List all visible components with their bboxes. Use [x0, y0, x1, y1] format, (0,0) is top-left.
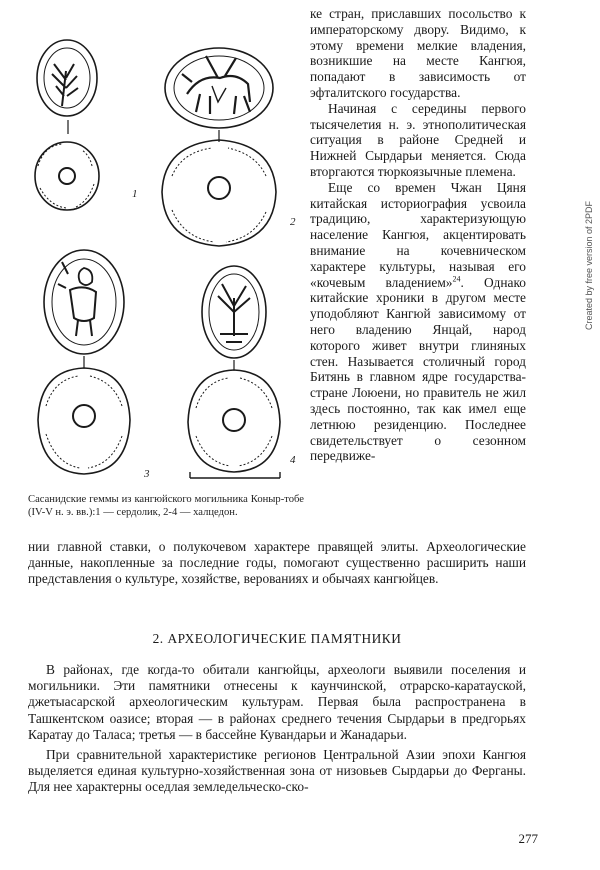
- paragraph-continuation: нии главной ставки, о полукочевом характере правящей элиты. Археологические данные, накопленные за последние годы, помогают существенно расширить наши представления о культуре, хозяйстве, верованиях и обычаях кангюйцев.: [28, 539, 526, 586]
- paragraph-monuments: В районах, где когда-то обитали кангюйцы, археологи выявили поселения и могильники. Эти памятники отнесены к каунчинской, отрарско-каратауской, джетыасарской археологическим культурам. Первая была распространена в Ташкентском оазисе; вторая — в районах среднего течения Сырдарьи в предгорьях Каратау до Таласа; третья — в бассейне Кувандарьи и Жанадарьи.: [28, 662, 526, 742]
- figure-caption: Сасанидские геммы из кангюйского могильника Коныр-тобе (IV-V н. э. вв.):1 — сердолик, 2-4 — халцедон.: [28, 494, 304, 518]
- paragraph-ethnopolitical: Начиная с середины первого тысячелетия н. э. этнополитическая ситуация в районе Средней и Нижней Сырдарьи меняется. Сюда вторгаются тюркоязычные племена.: [310, 100, 526, 179]
- section-heading: 2. АРХЕОЛОГИЧЕСКИЕ ПАМЯТНИКИ: [152, 631, 402, 646]
- lower-body-text: [28, 662, 526, 796]
- gem-1-top-view: [37, 40, 97, 116]
- paragraph-chinese-historiography-rest: . Однако китайские хроники в другом месте уподобляют Кангюй зависимому от него владению Янцай, народ которого живет внутри глиняных стен. Называется столичный город Битянь в главном ядре государства-стране Лоюени, но правитель не жил здесь постоянно, так как имел еще летнюю резиденцию. Последнее свидетельствует о сезонном передвиже-: [310, 274, 526, 464]
- paragraph-embassy: ке стран, приславших посольство к императорскому двору. Видимо, к этому времени мелкие владения, возникшие на месте Кангюя, попадают в зависимость от эфталитского государства.: [310, 6, 526, 100]
- gem-3-side-view: [38, 368, 130, 474]
- figure-label-4: 4: [290, 454, 296, 466]
- gem-4-top-view: [202, 266, 266, 358]
- scale-bar: [190, 472, 280, 478]
- watermark-text: Created by free version of 2PDF: [584, 200, 594, 330]
- gem-1-side-view: [35, 142, 99, 210]
- footnote-ref-24: 24: [452, 274, 461, 284]
- figure-label-1: 1: [132, 188, 138, 200]
- paragraph-regional-characteristics: При сравнительной характеристике регионов Центральной Азии эпохи Кангюя выделяется единая культурно-хозяйственная зона от низовьев Сырдарьи до Ферганы. Для нее характерны оседлая земледельческо-ско-: [28, 747, 526, 795]
- gems-illustration: [22, 16, 304, 486]
- gem-3-top-view: [44, 250, 124, 354]
- gem-2-side-view: [162, 140, 276, 246]
- paragraph-chinese-historiography-main: Еще со времен Чжан Цяня китайская историография усвоила традицию, характеризующую население Кангюя, акцентировать внимание на кочевническом характере культуры, называя его «кочевым владением»: [310, 179, 526, 290]
- gem-4-side-view: [188, 370, 280, 472]
- page-number: 277: [518, 831, 538, 846]
- bottom-flow-text: [28, 539, 526, 586]
- paragraph-chinese-historiography: [310, 180, 526, 464]
- gems-figure: [22, 16, 304, 486]
- right-column-text: [310, 6, 526, 464]
- figure-label-3: 3: [144, 468, 150, 480]
- gem-2-top-view: [165, 48, 273, 128]
- figure-label-2: 2: [290, 216, 296, 228]
